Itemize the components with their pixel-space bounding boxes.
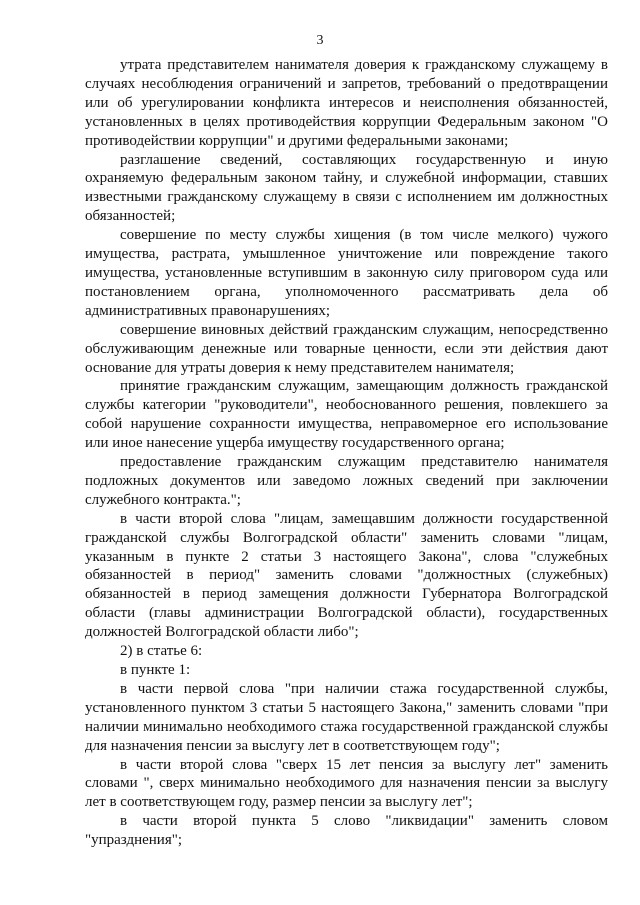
paragraph-disclosure-secrets: разглашение сведений, составляющих государственную и иную охраняемую федеральным законом тайну, и служебной информации, ставших известными гражданскому служащему в связи с исполнением им должностных обязанностей; [85, 151, 608, 225]
paragraph-unjustified-decision: принятие гражданским служащим, замещающим должность гражданской службы категории "руководители", необоснованного решения, повлекшего за собой нарушение сохранности имущества, неправомерное его использование или иное нанесение ущерба имуществу государственного органа; [85, 378, 608, 452]
paragraph-part-two-pension: в части второй слова "сверх 15 лет пенсия за выслугу лет" заменить словами ", сверх минимально необходимого для назначения пенсии за выслугу лет в соответствующем году, размер пенсии за выслугу лет"; [85, 756, 608, 811]
paragraph-theft-property: совершение по месту службы хищения (в том числе мелкого) чужого имущества, растрата, умышленное уничтожение или повреждение такого имущества, установленные вступившим в законную силу приговором суда или постановлением органа, уполномоченного рассматривать дела об административных правонарушениях; [85, 227, 608, 319]
paragraph-clause-1: в пункте 1: [120, 662, 191, 678]
paragraph-loss-of-trust: утрата представителем нанимателя доверия к гражданскому служащему в случаях несоблюдения ограничений и запретов, требований о предотвращении или об урегулировании конфликта интересов и неисполнения обязанностей, установленных в целях противодействия коррупции Федеральным законом "О противодействии коррупции" и другими федеральными законами; [85, 57, 608, 149]
paragraph-culpable-actions: совершение виновных действий гражданским служащим, непосредственно обслуживающим денежные или товарные ценности, если эти действия дают основание для утраты доверия к нему представителем нанимателя; [85, 321, 608, 376]
paragraph-clause-5-amendment: в части второй пункта 5 слово "ликвидации" заменить словом "упразднения"; [85, 813, 608, 849]
paragraph-forged-documents: предоставление гражданским служащим представителю нанимателя подложных документов или заведомо ложных сведений при заключении служебного контракта."; [85, 454, 608, 508]
paragraph-part-one-amendment: в части первой слова "при наличии стажа государственной службы, установленного пунктом 3 статьи 5 настоящего Закона," заменить словами "при наличии минимально необходимого стажа государственной гражданской службы для назначения пенсии за выслугу лет в соответствующем году"; [85, 680, 608, 754]
paragraph-part-two-amendment: в части второй слова "лицам, замещавшим должности государственной гражданской службы Волгоградской области" заменить словами "лицам, указанным в пункте 2 статьи 3 настоящего Закона", слова "служебных обязанностей в период" заменить словами "должностных (служебных) обязанностей в период замещения должности Губернатора Волгоградской области (главы администрации Волгоградской области), государственных должностей Волгоградской области либо"; [85, 510, 608, 641]
document-body [85, 56, 608, 850]
page-number: 3 [316, 33, 324, 48]
paragraph-article-6: 2) в статье 6: [120, 643, 203, 660]
